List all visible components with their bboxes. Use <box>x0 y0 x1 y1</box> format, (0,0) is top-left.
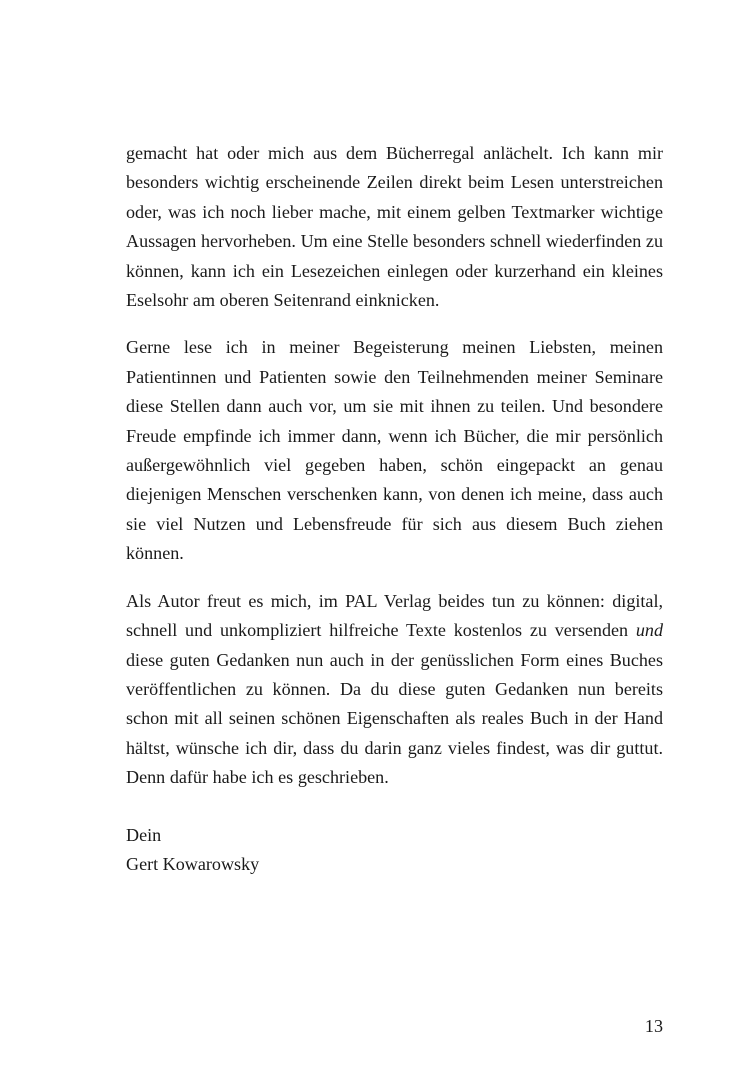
signature-block <box>126 821 663 880</box>
body-paragraph-2: Gerne lese ich in meiner Begeisterung meinen Liebsten, meinen Patientinnen und Patienten sowie den Teilnehmenden meiner Seminare diese Stellen dann auch vor, um sie mit ihnen zu teilen. Und besondere Freude empfinde ich immer dann, wenn ich Bücher, die mir persönlich außergewöhnlich viel gegeben haben, schön eingepackt an genau diejenigen Menschen verschenken kann, von denen ich meine, dass auch sie viel Nutzen und Lebensfreude für sich aus diesem Buch ziehen können. <box>126 337 663 564</box>
page-text-block <box>126 139 663 879</box>
body-paragraph-3 <box>126 587 663 793</box>
signature-author-name: Gert Kowarowsky <box>126 853 260 874</box>
paragraph-3-text-before-italic: Als Autor freut es mich, im PAL Verlag beides tun zu können: digital, schnell und unkompliziert hilfreiche Texte kostenlos zu versenden <box>126 590 663 641</box>
signature-salutation: Dein <box>126 824 162 845</box>
emphasized-word-und: und <box>635 620 663 641</box>
page-number: 13 <box>644 1016 663 1036</box>
paragraph-3-text-after-italic: diese guten Gedanken nun auch in der genüsslichen Form eines Buches veröffentlichen zu können. Da du diese guten Gedanken nun bereits schon mit all seinen schönen Eigenschaften als reales Buch in der Hand hältst, wünsche ich dir, dass du darin ganz vieles findest, was dir guttut. Denn dafür habe ich es geschrieben. <box>126 649 663 788</box>
body-paragraph-1: gemacht hat oder mich aus dem Bücherregal anlächelt. Ich kann mir besonders wichtig erscheinende Zeilen direkt beim Lesen unterstreichen oder, was ich noch lieber mache, mit einem gelben Textmarker wichtige Aussagen hervorheben. Um eine Stelle besonders schnell wiederfinden zu können, kann ich ein Lesezeichen einlegen oder kurzerhand ein kleines Eselsohr am oberen Seitenrand einknicken. <box>126 143 663 311</box>
